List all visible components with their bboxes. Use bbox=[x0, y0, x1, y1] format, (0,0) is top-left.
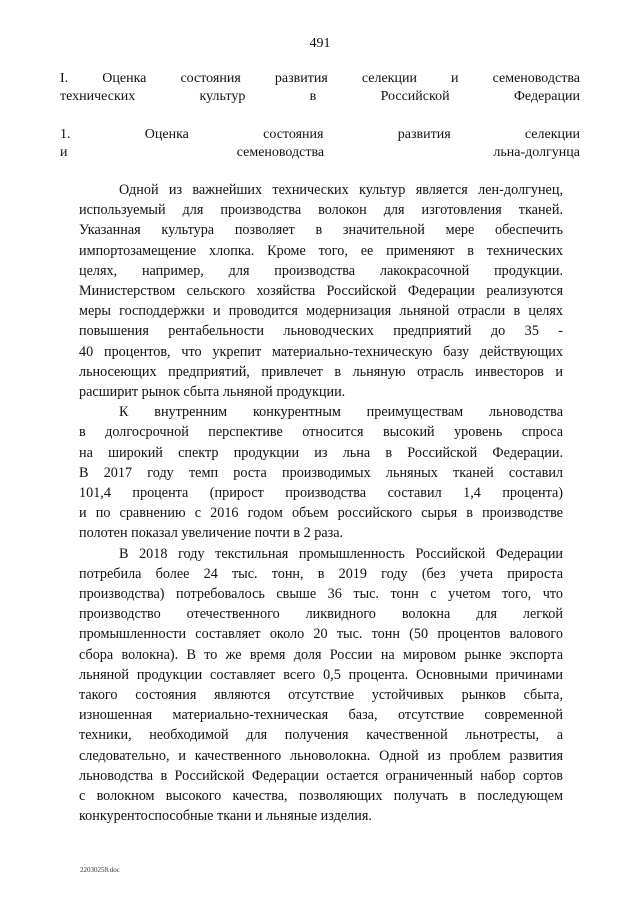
text-line: производства) потребовалось свыше 36 тыс. тонн с учетом того, что bbox=[79, 586, 563, 603]
text-line: 40 процентов, что укрепит материально-техническую базу действующих bbox=[79, 343, 563, 360]
page-number: 491 bbox=[309, 36, 331, 51]
text-line: промышленности составляет около 20 тыс. тонн (50 процентов валового bbox=[79, 626, 563, 643]
section-title-line: технических культур в Российской Федерации bbox=[60, 89, 580, 104]
text-line: льноводства в Российской Федерации остается ограниченный набор сортов bbox=[79, 767, 563, 784]
text-line: расширит рынок сбыта льняной продукции. bbox=[79, 384, 346, 401]
paragraph bbox=[79, 180, 563, 402]
text-line: импортозамещение хлопка. Кроме того, ее применяют в технических bbox=[79, 242, 563, 259]
paragraph bbox=[79, 544, 563, 827]
text-line: Указанная культура позволяет в значительной мере обеспечить bbox=[79, 222, 563, 239]
text-line: конкурентоспособные ткани и льняные изделия. bbox=[79, 808, 372, 825]
text-line: потребила более 24 тыс. тонн, в 2019 году (без учета прироста bbox=[79, 565, 563, 582]
text-line: льняной продукции составляет всего 0,5 процента. Основными причинами bbox=[79, 666, 563, 683]
text-line: меры господдержки и проводится модернизация льняной отрасли в целях bbox=[79, 303, 563, 320]
text-line: полотен показал увеличение почти в 2 раза. bbox=[79, 525, 344, 542]
paragraph bbox=[79, 402, 563, 543]
text-line: В 2018 году текстильная промышленность Российской Федерации bbox=[119, 545, 563, 562]
text-line: Одной из важнейших технических культур является лен-долгунец, bbox=[119, 182, 563, 198]
text-line: и по сравнению с 2016 годом объем российского сырья в производстве bbox=[79, 505, 563, 522]
section-title bbox=[60, 70, 580, 106]
text-line: с волокном высокого качества, позволяющих получать в последующем bbox=[79, 788, 563, 805]
subsection-title bbox=[60, 126, 580, 162]
text-line: К внутренним конкурентным преимуществам льноводства bbox=[119, 404, 563, 421]
section-title-line: I. Оценка состояния развития селекции и семеноводства bbox=[60, 71, 580, 86]
subsection-title-line: и семеноводства льна-долгунца bbox=[60, 145, 580, 160]
subsection-title-line: 1. Оценка состояния развития селекции bbox=[60, 127, 580, 142]
text-line: Министерством сельского хозяйства Российской Федерации реализуются bbox=[79, 283, 563, 300]
text-line: изношенная материально-техническая база, отсутствие современной bbox=[79, 707, 563, 724]
text-line: техники, необходимой для получения качественной льнотресты, а bbox=[79, 727, 563, 744]
document-code: 22030258.doc bbox=[80, 866, 120, 874]
text-line: следовательно, и качественного льноволокна. Одной из проблем развития bbox=[79, 747, 563, 764]
text-line: такого состояния являются отсутствие устойчивых рынков сбыта, bbox=[79, 687, 563, 704]
text-line: производство отечественного ликвидного волокна для легкой bbox=[79, 606, 563, 623]
text-line: на широкий спектр продукции из льна в Российской Федерации. bbox=[79, 444, 563, 461]
text-line: сбора волокна). В то же время доля России на мировом рынке экспорта bbox=[79, 646, 563, 663]
text-line: в долгосрочной перспективе относится высокий уровень спроса bbox=[79, 424, 563, 441]
body-text bbox=[79, 180, 563, 827]
text-line: льносеющих предприятий, привлечет в льняную отрасль инвесторов и bbox=[79, 363, 563, 380]
text-line: 101,4 процента (прирост производства составил 1,4 процента) bbox=[79, 485, 563, 502]
text-line: целях, например, для производства лакокрасочной продукции. bbox=[79, 262, 563, 279]
text-line: повышения рентабельности льноводческих предприятий до 35 - bbox=[79, 323, 563, 340]
text-line: В 2017 году темп роста производимых льняных тканей составил bbox=[79, 464, 563, 481]
text-line: используемый для производства волокон для изготовления тканей. bbox=[79, 202, 563, 219]
